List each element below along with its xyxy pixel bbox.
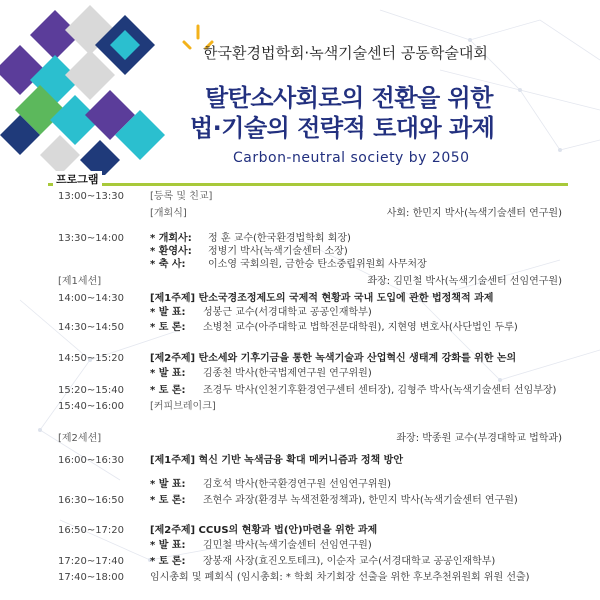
session-label: [제1세션] (58, 276, 102, 287)
item-text: [등록 및 친교] (150, 191, 213, 202)
time-cell: 16:30~16:50 (58, 495, 125, 506)
section-divider (48, 183, 568, 186)
topic-title: [제1주제] 탄소국경조정제도의 국제적 현황과 국내 도입에 관한 법정책적 과제 (150, 293, 494, 304)
schedule-row (0, 352, 600, 366)
item-text: 정 훈 교수(한국환경법학회 회장) (208, 233, 351, 244)
time-cell: 17:40~18:00 (58, 572, 125, 583)
time-cell: 14:00~14:30 (58, 293, 125, 304)
topic-title: [제2주제] CCUS의 현황과 법(안)마련을 위한 과제 (150, 525, 378, 536)
item-text: 이소영 국회의원, 금한승 탄소중립위원회 사무처장 (208, 259, 427, 270)
item-text: 임시총회 및 폐회식 (임시총회: * 학회 차기회장 선출을 위한 후보추천위원회 위원 선출) (150, 572, 530, 583)
schedule-row (0, 232, 600, 246)
program-heading: 프로그램 (53, 171, 102, 187)
schedule-row (0, 367, 600, 381)
schedule-row (0, 321, 600, 335)
item-text: 성봉근 교수(서경대학교 공공인재학부) (203, 307, 372, 318)
schedule-row (0, 454, 600, 468)
role-label: * 토 론: (150, 556, 186, 567)
moderator-text: 사회: 한민지 박사(녹색기술센터 연구원) (386, 208, 562, 219)
schedule-row (0, 571, 600, 585)
item-text: [개회식] (150, 208, 187, 219)
schedule-row (0, 292, 600, 306)
role-label: * 토 론: (150, 322, 186, 333)
schedule-row (0, 258, 600, 272)
time-cell: 13:00~13:30 (58, 191, 125, 202)
time-cell: 13:30~14:00 (58, 233, 125, 244)
role-label: * 축 사: (150, 259, 186, 270)
time-cell: 15:40~16:00 (58, 401, 125, 412)
time-cell: 14:50~15:20 (58, 353, 125, 364)
schedule-row (0, 432, 600, 446)
topic-title: [제1주제] 혁신 기반 녹색금융 확대 메커니즘과 정책 방안 (150, 455, 403, 466)
schedule-row (0, 524, 600, 538)
time-cell: 14:30~14:50 (58, 322, 125, 333)
schedule-row (0, 478, 600, 492)
decorative-diamonds (0, 0, 170, 175)
schedule-row (0, 555, 600, 569)
schedule-row (0, 306, 600, 320)
role-label: * 개회사: (150, 233, 192, 244)
english-subtitle: Carbon-neutral society by 2050 (233, 150, 470, 166)
page-title-line1: 탈탄소사회로의 전환을 위한 (205, 84, 493, 112)
role-label: * 발 표: (150, 368, 186, 379)
schedule-row (0, 190, 600, 204)
item-text: 장봉재 사장(효진오토테크), 이순자 교수(서경대학교 공공인재학부) (203, 556, 496, 567)
item-text: [커피브레이크] (150, 401, 216, 412)
schedule-row (0, 384, 600, 398)
schedule-row (0, 494, 600, 508)
item-text: 김호석 박사(한국환경연구원 선임연구위원) (203, 479, 392, 490)
time-cell: 17:20~17:40 (58, 556, 125, 567)
topic-title: [제2주제] 탄소세와 기후기금을 통한 녹색기술과 산업혁신 생태계 강화를 위한 논의 (150, 353, 517, 364)
item-text: 김종천 박사(한국법제연구원 연구위원) (203, 368, 372, 379)
time-cell: 16:50~17:20 (58, 525, 125, 536)
item-text: 정병기 박사(녹색기술센터 소장) (208, 246, 348, 257)
item-text: 조현수 과장(환경부 녹색전환정책과), 한민지 박사(녹색기술센터 연구원) (203, 495, 518, 506)
schedule-row (0, 207, 600, 221)
moderator-text: 좌장: 박종원 교수(부경대학교 법학과) (396, 433, 562, 444)
role-label: * 발 표: (150, 540, 186, 551)
item-text: 조경두 박사(인천기후환경연구센터 센터장), 김형주 박사(녹색기술센터 선임부장) (203, 385, 557, 396)
moderator-text: 좌장: 김민철 박사(녹색기술센터 선임연구원) (367, 276, 562, 287)
time-cell: 15:20~15:40 (58, 385, 125, 396)
item-text: 소병천 교수(아주대학교 법학전문대학원), 지현영 변호사(사단법인 두루) (203, 322, 518, 333)
schedule-row (0, 245, 600, 259)
item-text: 김민철 박사(녹색기술센터 선임연구원) (203, 540, 372, 551)
time-cell: 16:00~16:30 (58, 455, 125, 466)
session-label: [제2세션] (58, 433, 102, 444)
schedule-row (0, 275, 600, 289)
role-label: * 발 표: (150, 479, 186, 490)
event-subtitle: 한국환경법학회·녹색기술센터 공동학술대회 (203, 44, 488, 62)
role-label: * 토 론: (150, 385, 186, 396)
schedule-row (0, 539, 600, 553)
page-title-line2: 법·기술의 전략적 토대와 과제 (190, 114, 495, 142)
role-label: * 발 표: (150, 307, 186, 318)
schedule-row (0, 400, 600, 414)
role-label: * 환영사: (150, 246, 192, 257)
role-label: * 토 론: (150, 495, 186, 506)
